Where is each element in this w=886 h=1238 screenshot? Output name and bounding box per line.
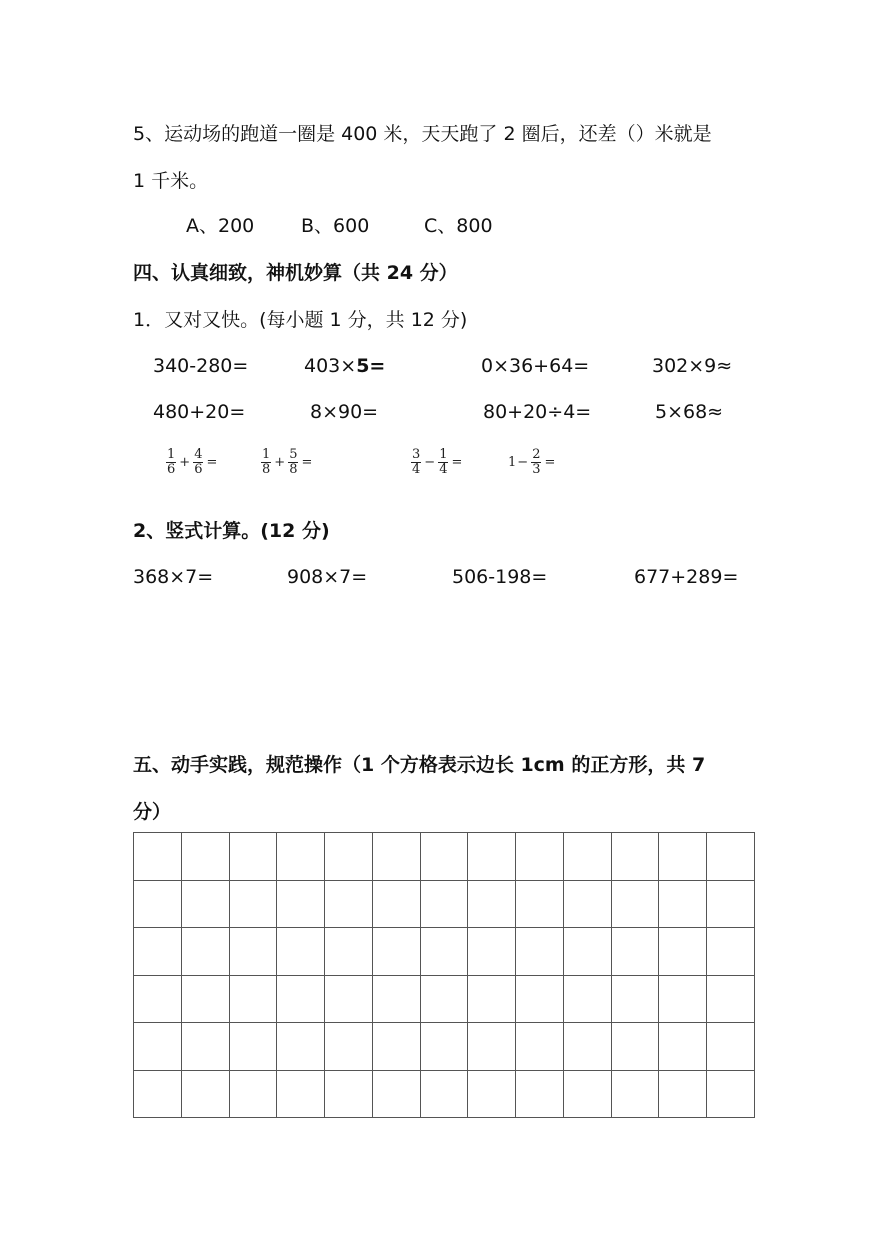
grid-cell: [516, 975, 564, 1023]
grid-cell: [563, 975, 611, 1023]
section-5-title-line-2: 分）: [133, 801, 172, 823]
square-grid: [133, 832, 755, 1118]
grid-cell: [611, 880, 659, 928]
grid-cell: [372, 880, 420, 928]
fraction-problem-3: [409, 448, 463, 477]
fraction: [166, 448, 176, 477]
grid-cell: [707, 1070, 755, 1118]
grid-cell: [420, 1023, 468, 1071]
grid-cell: [229, 833, 277, 881]
numerator: 1: [439, 447, 448, 462]
fraction: [411, 448, 421, 477]
problem-677+289: 677+289=: [634, 566, 739, 588]
grid-cell: [372, 975, 420, 1023]
grid-cell: [372, 1023, 420, 1071]
fraction: [261, 448, 271, 477]
grid-cell: [277, 928, 325, 976]
problem-5x68: 5×68≈: [655, 401, 724, 423]
grid-cell: [420, 833, 468, 881]
grid-cell: [468, 975, 516, 1023]
section-5-title-line-1: 五、动手实践，规范操作（1 个方格表示边长 1cm 的正方形，共 7: [133, 754, 706, 776]
grid-cell: [277, 1023, 325, 1071]
grid-cell: [277, 975, 325, 1023]
operator: −: [517, 455, 529, 470]
grid-cell: [707, 975, 755, 1023]
grid-cell: [372, 928, 420, 976]
problem-908x7: 908×7=: [287, 566, 368, 588]
option-a: A、200: [186, 215, 255, 237]
fraction-problem-1: [164, 448, 218, 477]
grid-cell: [134, 1070, 182, 1118]
grid-row: [134, 880, 755, 928]
grid-cell: [229, 928, 277, 976]
grid-cell: [372, 833, 420, 881]
grid-cell: [659, 1023, 707, 1071]
grid-cell: [563, 1070, 611, 1118]
grid-cell: [134, 1023, 182, 1071]
whole-number: 1: [508, 455, 517, 470]
fraction-problem-2: [259, 448, 313, 477]
grid-cell: [563, 880, 611, 928]
grid-cell: [325, 1070, 373, 1118]
denominator: 6: [167, 462, 176, 477]
grid-cell: [229, 975, 277, 1023]
operator: −: [424, 455, 436, 470]
grid-cell: [659, 880, 707, 928]
fraction: [193, 448, 203, 477]
equals: =: [544, 455, 556, 470]
grid-cell: [516, 1023, 564, 1071]
section-4-title: 四、认真细致，神机妙算（共 24 分）: [133, 262, 458, 284]
section-4-subtitle-1: 1．又对又快。(每小题 1 分，共 12 分): [133, 309, 468, 331]
grid-cell: [611, 928, 659, 976]
grid-cell: [563, 833, 611, 881]
operator: +: [274, 455, 286, 470]
problem-403x5-right: 5=: [356, 355, 386, 377]
grid-cell: [611, 833, 659, 881]
problem-302x9: 302×9≈: [652, 355, 733, 377]
numerator: 1: [262, 447, 271, 462]
grid-cell: [325, 928, 373, 976]
denominator: 4: [439, 462, 448, 477]
problem-80+20div4: 80+20÷4=: [483, 401, 592, 423]
grid-cell: [229, 880, 277, 928]
grid-cell: [325, 833, 373, 881]
grid-cell: [707, 833, 755, 881]
problem-340-280: 340-280=: [153, 355, 249, 377]
equals: =: [206, 455, 218, 470]
numerator: 2: [532, 447, 541, 462]
equals: =: [301, 455, 313, 470]
grid-cell: [468, 833, 516, 881]
fraction-problem-4: [508, 448, 556, 477]
grid-row: [134, 1023, 755, 1071]
grid-cell: [516, 1070, 564, 1118]
grid-cell: [229, 1070, 277, 1118]
numerator: 1: [167, 447, 176, 462]
problem-403x5: [304, 354, 385, 378]
grid-cell: [372, 1070, 420, 1118]
numerator: 5: [289, 447, 298, 462]
denominator: 8: [289, 462, 298, 477]
grid-cell: [611, 975, 659, 1023]
problem-506-198: 506-198=: [452, 566, 548, 588]
grid-cell: [659, 1070, 707, 1118]
grid-cell: [659, 928, 707, 976]
grid-cell: [420, 880, 468, 928]
numerator: 3: [412, 447, 421, 462]
grid-cell: [659, 833, 707, 881]
numerator: 4: [194, 447, 203, 462]
grid-cell: [181, 833, 229, 881]
grid-cell: [325, 975, 373, 1023]
problem-480+20: 480+20=: [153, 401, 246, 423]
grid-cell: [181, 975, 229, 1023]
option-b: B、600: [301, 215, 370, 237]
grid-cell: [420, 975, 468, 1023]
grid-cell: [707, 880, 755, 928]
grid-cell: [516, 833, 564, 881]
denominator: 8: [262, 462, 271, 477]
grid-cell: [659, 975, 707, 1023]
grid-cell: [611, 1070, 659, 1118]
equals: =: [451, 455, 463, 470]
operator: +: [179, 455, 191, 470]
grid-cell: [181, 1023, 229, 1071]
denominator: 3: [532, 462, 541, 477]
problem-0x36+64: 0×36+64=: [481, 355, 590, 377]
question-5-line-1: 5、运动场的跑道一圈是 400 米，天天跑了 2 圈后，还差（）米就是: [133, 123, 712, 145]
grid-cell: [468, 928, 516, 976]
grid-cell: [277, 880, 325, 928]
fraction: [288, 448, 298, 477]
problem-368x7: 368×7=: [133, 566, 214, 588]
grid-cell: [468, 880, 516, 928]
grid-row: [134, 975, 755, 1023]
grid-cell: [420, 928, 468, 976]
grid-cell: [181, 880, 229, 928]
denominator: 4: [412, 462, 421, 477]
grid-cell: [563, 928, 611, 976]
grid-cell: [611, 1023, 659, 1071]
grid-cell: [277, 1070, 325, 1118]
grid-cell: [516, 928, 564, 976]
grid-cell: [134, 975, 182, 1023]
grid-cell: [181, 1070, 229, 1118]
denominator: 6: [194, 462, 203, 477]
grid-cell: [134, 928, 182, 976]
grid-cell: [707, 928, 755, 976]
grid-row: [134, 833, 755, 881]
problem-8x90: 8×90=: [310, 401, 379, 423]
fraction: [438, 448, 448, 477]
grid-cell: [468, 1023, 516, 1071]
section-4-subtitle-2: 2、竖式计算。(12 分): [133, 520, 330, 542]
grid-row: [134, 928, 755, 976]
grid-cell: [325, 1023, 373, 1071]
grid-row: [134, 1070, 755, 1118]
grid-cell: [134, 833, 182, 881]
grid-cell: [325, 880, 373, 928]
grid-cell: [277, 833, 325, 881]
grid-cell: [468, 1070, 516, 1118]
grid-cell: [516, 880, 564, 928]
grid-cell: [181, 928, 229, 976]
grid-cell: [229, 1023, 277, 1071]
grid-cell: [707, 1023, 755, 1071]
grid-cell: [134, 880, 182, 928]
option-c: C、800: [424, 215, 493, 237]
fraction: [531, 448, 541, 477]
grid-cell: [563, 1023, 611, 1071]
problem-403x5-left: 403×: [304, 355, 357, 377]
grid-cell: [420, 1070, 468, 1118]
question-5-line-2: 1 千米。: [133, 170, 209, 192]
